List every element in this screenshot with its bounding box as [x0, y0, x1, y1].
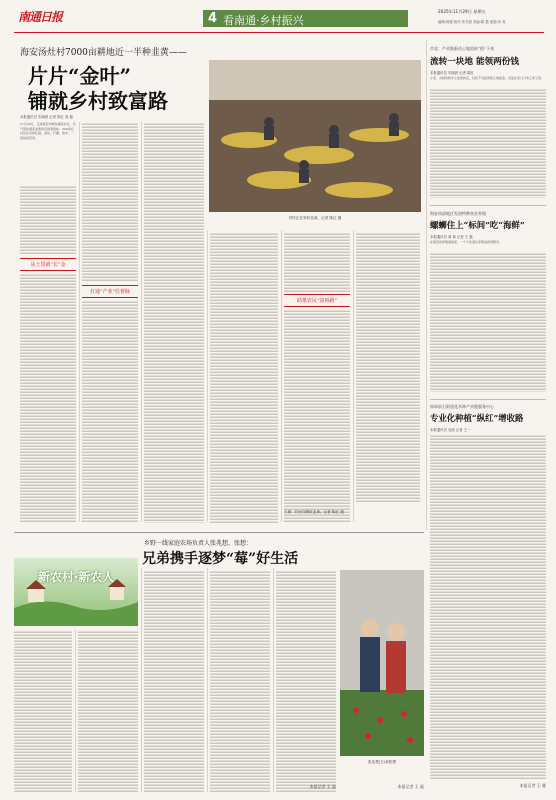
- bottom-col-4: [210, 570, 270, 792]
- right-article-2: [430, 207, 546, 397]
- lead-subhead-3: [284, 294, 350, 307]
- right2-byline: 本报通讯员 周 林 记者 王 磊: [430, 235, 473, 239]
- lead-kicker: 海安汤灶村7000亩耕地近一半种韭黄——: [20, 48, 187, 58]
- lead-col-6: [356, 232, 420, 502]
- bottom-photo-caption: 张兆想(左)和张想: [368, 760, 396, 764]
- right1-text: [430, 88, 546, 198]
- lead-subhead-1: [20, 258, 76, 271]
- right3-credit: 本报记者 王 雁: [519, 783, 546, 788]
- lead-bottom-caption: 左图：村民在晒收韭黄。记者 陈红 摄: [284, 510, 344, 514]
- bottom-col-2: [78, 630, 138, 792]
- issue-date: 2025年11月29日 星期五: [438, 9, 486, 14]
- lead-photo-caption: 村民正在采收韭黄。记者 陈红 摄: [288, 216, 342, 220]
- right-divider-1: [430, 205, 546, 206]
- right2-text: [430, 252, 546, 392]
- right2-body: 在海安的养殖基地里，一个个标准化养殖池排列整齐。: [430, 240, 503, 244]
- subhead-1-text: 从土里就“长”金: [30, 262, 66, 268]
- lead-col-3: [144, 122, 204, 523]
- banner-text: 新农村·新农人: [37, 570, 115, 584]
- bottom-divider: [14, 532, 424, 533]
- strawberry-greenhouse-image: [340, 570, 424, 756]
- lead-byline: 本报通讯员 朱晓晨 记者 陈红 高 磊: [20, 115, 73, 119]
- right3-headline: 专业化种植“纵红”增收路: [430, 413, 524, 423]
- right3-byline: 本报通讯员 吴阅 记者 王一: [430, 428, 471, 432]
- lead-col-1a: [20, 185, 76, 255]
- right1-kicker: 市北：产业链驱动土地流转“稳”下来: [430, 46, 495, 51]
- right1-body: 小麦、水稻的轮作土地流转后，村民不仅能领取土地租金，还能在家门口务工挣工资。: [430, 76, 545, 80]
- right1-byline: 本报通讯员 朱晓晨 记者 陈红: [430, 71, 474, 75]
- newspaper-logo: 南通日报: [18, 10, 63, 24]
- lead-col-5a: [284, 232, 350, 292]
- brothers-photo: [340, 570, 424, 756]
- right-article-1: [430, 40, 546, 202]
- field-workers-image: [209, 60, 421, 212]
- bottom-headline: 兄弟携手逐梦“莓”好生活: [142, 551, 299, 567]
- bottom-right-credit: 本报记者 王 磊: [397, 784, 424, 789]
- lead-article: [14, 40, 422, 530]
- lead-col-1b: [20, 273, 76, 523]
- bottom-article: [14, 534, 424, 796]
- right-divider-2: [430, 399, 546, 400]
- new-farmer-banner: [14, 558, 138, 626]
- bottom-col-5: [276, 570, 336, 792]
- right2-headline: 螺蛳住上“标间”吃“海鲜”: [430, 220, 525, 230]
- right1-headline: 流转一块地 能领两份钱: [430, 57, 519, 67]
- lead-subhead-2: [82, 285, 138, 298]
- lead-col-4: [210, 232, 278, 523]
- lead-headline-2: 铺就乡村致富路: [28, 89, 168, 113]
- lead-col-2a: [82, 122, 138, 282]
- lead-col-2b: [82, 300, 138, 523]
- right-article-3: [430, 401, 546, 796]
- lead-headline-1: 片片“金叶”: [28, 64, 132, 88]
- subhead-3-text: 助推农民“富裕路”: [296, 298, 338, 304]
- right3-text: [430, 434, 546, 779]
- lead-intro: 11月24日，走进海安市城东镇汤灶村，空气里弥漫着韭黄特有的清香味。300余名村民在田间忙碌，采收、打捆、装车，一派热闹景象。: [20, 122, 76, 140]
- bottom-kicker: 乡野一线家庭农场负责人张兆想、张想：: [144, 540, 253, 547]
- right2-kicker: 海安南部地区发展特种鱼业养殖: [430, 211, 486, 216]
- bottom-credit: 本报记者 王 磊: [309, 784, 336, 789]
- bottom-col-3: [144, 570, 204, 792]
- lead-photo: [209, 60, 421, 212]
- section-title: 看南通·乡村振兴: [223, 14, 304, 27]
- lead-col-5b: [284, 309, 350, 523]
- bottom-col-1: [14, 630, 72, 792]
- masthead-rule: [14, 32, 544, 33]
- editors-line: 编辑:杨健 校对:朱冬丽 美编:陈 磊 组版:孙 爽: [438, 20, 506, 24]
- section-number: 4: [208, 11, 218, 26]
- right3-kicker: 如皋前石街道花木林产业链服务中心: [430, 404, 494, 409]
- masthead: [0, 0, 556, 40]
- section-bar: [203, 10, 408, 27]
- subhead-2-text: 打通“产业”任督脉: [89, 289, 131, 295]
